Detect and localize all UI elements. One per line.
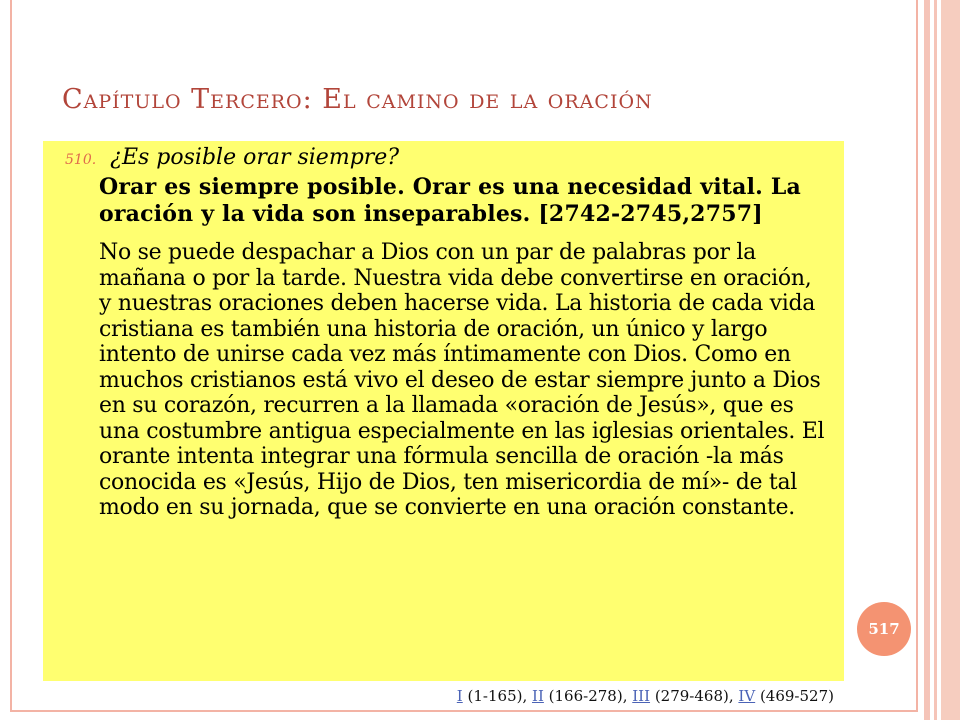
decorative-stripe: [941, 0, 960, 720]
footer-links: [457, 687, 834, 705]
range-part-3: (279-468),: [654, 687, 734, 705]
decorative-stripe: [934, 0, 937, 720]
range-part-4: (469-527): [759, 687, 834, 705]
slide-title: Capítulo Tercero: El camino de la oración: [62, 84, 653, 115]
link-part-1[interactable]: I: [456, 687, 463, 705]
link-part-2[interactable]: II: [532, 687, 544, 705]
question-line: [65, 145, 826, 170]
link-part-3[interactable]: III: [632, 687, 651, 705]
range-part-1: (1-165),: [467, 687, 528, 705]
link-part-4[interactable]: IV: [738, 687, 756, 705]
explanation-paragraph: No se puede despachar a Dios con un par de palabras por la mañana o por la tarde. Nuestra vida debe convertirse en oración, y nuestras oraciones deben hacerse vida. La historia de cada vida cristiana es también una historia de oración, un único y largo intento de unirse cada vez más íntimamente con Dios. Como en muchos cristianos está vivo el deseo de estar siempre junto a Dios en su corazón, recurren a la llamada «oración de Jesús», que es una costumbre antigua especialmente en las iglesias orientales. El orante intenta integrar una fórmula sencilla de oración -la más conocida es «Jesús, Hijo de Dios, ten misericordia de mí»- de tal modo en su jornada, que se convierte en una oración constante.: [99, 240, 825, 520]
page-number-badge: 517: [857, 602, 911, 656]
range-part-2: (166-278),: [548, 687, 628, 705]
decorative-stripe: [924, 0, 930, 720]
question-text: ¿Es posible orar siempre?: [110, 145, 400, 170]
question-number: 510.: [65, 152, 97, 168]
answer-text: Orar es siempre posible. Orar es una necesidad vital. La oración y la vida son inseparables. [2742-2745,2757]: [99, 174, 801, 227]
content-box: [43, 141, 844, 681]
